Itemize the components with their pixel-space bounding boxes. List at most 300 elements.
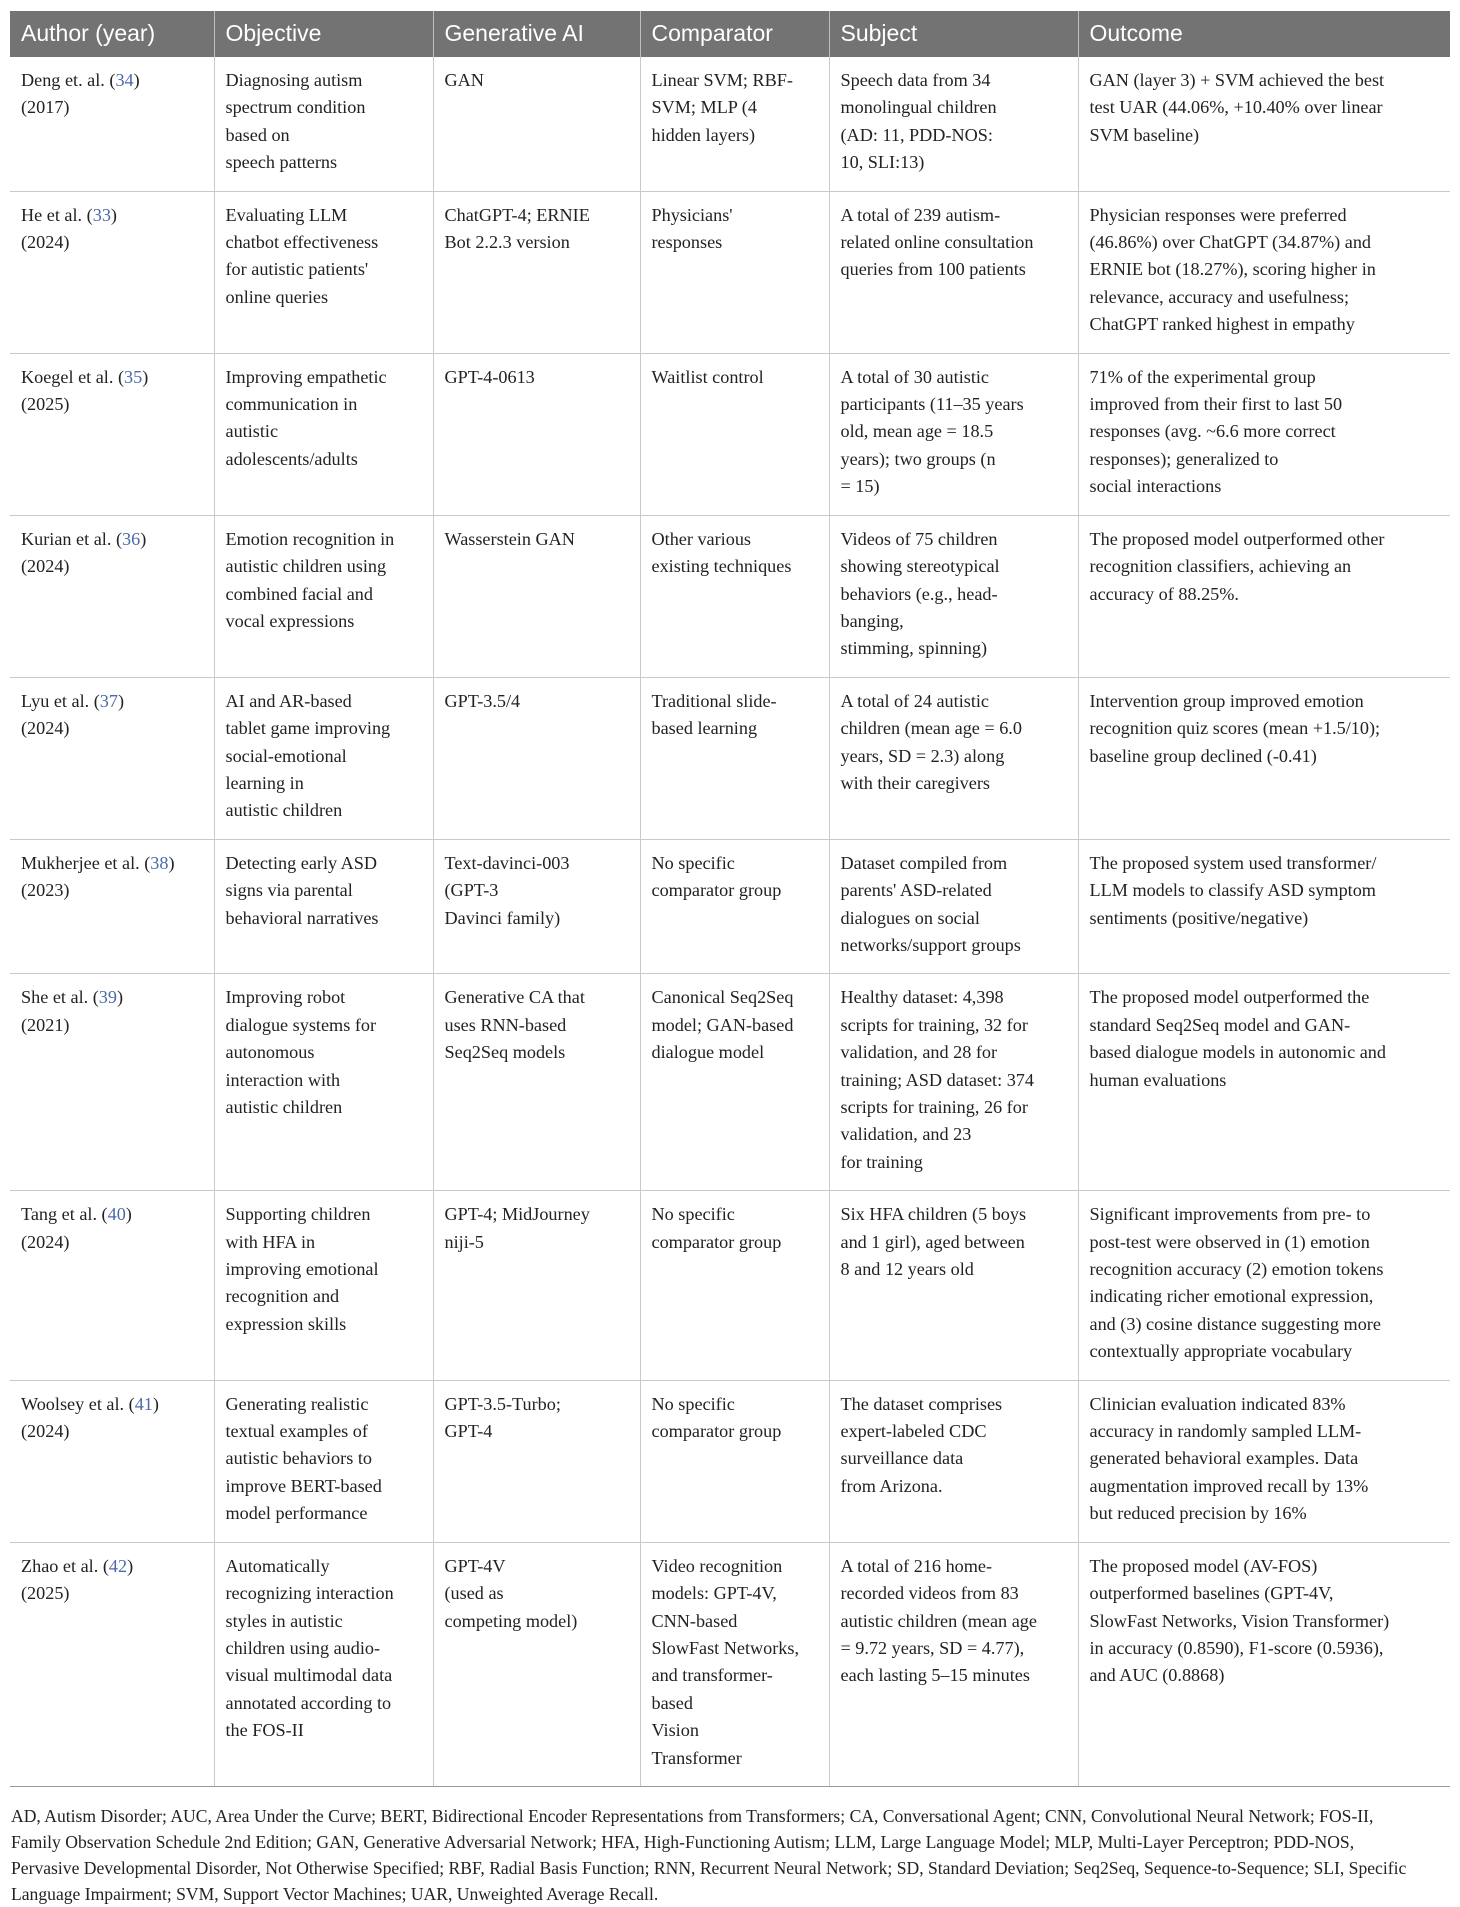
objective-cell <box>214 1542 433 1786</box>
author-label: He et al. <box>21 204 87 225</box>
cell-line: Videos of 75 children <box>840 528 998 549</box>
author-year: (2024) <box>21 718 70 739</box>
cell-line: human evaluations <box>1089 1069 1227 1090</box>
outcome-cell <box>1078 677 1450 839</box>
cell-line: = 15) <box>840 476 880 497</box>
cell-line: learning in <box>225 772 304 793</box>
reference-link[interactable]: 34 <box>115 70 134 90</box>
author-label: Lyu et al. <box>21 690 94 711</box>
objective-cell <box>214 839 433 974</box>
cell-line: GPT-4; MidJourney <box>444 1204 590 1225</box>
cell-line: dialogues on social <box>840 907 980 928</box>
cell-line: stimming, spinning) <box>840 638 988 659</box>
footnote-line: Language Impairment; SVM, Support Vector Machines; UAR, Unweighted Average Recall. <box>11 1883 659 1904</box>
cell-line: GPT-3.5-Turbo; <box>444 1393 561 1414</box>
cell-line: social interactions <box>1089 476 1222 497</box>
author-label: Mukherjee et al. <box>21 852 145 873</box>
author-cell <box>10 1191 214 1380</box>
generative-ai-cell <box>433 677 640 839</box>
cell-line: Other various <box>651 528 751 549</box>
outcome-cell <box>1078 515 1450 677</box>
author-label: Koegel et al. <box>21 366 118 387</box>
cell-line: children using audio- <box>225 1637 381 1658</box>
cell-line: LLM models to classify ASD symptom <box>1089 880 1376 901</box>
cell-line: queries from 100 patients <box>840 259 1026 280</box>
cell-line: autistic <box>225 421 279 442</box>
cell-line: annotated according to <box>225 1692 392 1713</box>
objective-cell <box>214 515 433 677</box>
cell-line: years, SD = 2.3) along <box>840 745 1005 766</box>
cell-line: Traditional slide- <box>651 690 777 711</box>
ref-paren-open: ( <box>117 366 125 387</box>
cell-line: and transformer- <box>651 1665 773 1686</box>
cell-line: recorded videos from 83 <box>840 1583 1019 1604</box>
studies-table <box>10 11 1450 1787</box>
ref-paren-close: ) <box>142 366 149 387</box>
author-year: (2025) <box>21 394 70 415</box>
cell-line: dialogue systems for <box>225 1014 377 1035</box>
header-generative-ai: Generative AI <box>433 11 640 57</box>
subject-cell <box>829 353 1078 515</box>
author-year: (2017) <box>21 97 70 118</box>
ref-paren-close: ) <box>168 852 175 873</box>
cell-line: GAN <box>444 70 484 90</box>
table-row <box>10 57 1450 191</box>
comparator-cell <box>640 353 829 515</box>
ref-paren-open: ( <box>102 1555 109 1576</box>
cell-line: Diagnosing autism <box>225 70 363 90</box>
objective-cell <box>214 677 433 839</box>
table-row <box>10 191 1450 353</box>
outcome-cell <box>1078 57 1450 191</box>
cell-line: A total of 30 autistic <box>840 366 990 387</box>
cell-line: Detecting early ASD <box>225 852 378 873</box>
header-outcome: Outcome <box>1078 11 1450 57</box>
subject-cell <box>829 1542 1078 1786</box>
cell-line: signs via parental <box>225 880 353 901</box>
cell-line: scripts for training, 26 for <box>840 1097 1028 1117</box>
cell-line: comparator group <box>651 880 782 901</box>
cell-line: outperformed baselines (GPT-4V, <box>1089 1583 1334 1604</box>
cell-line: standard Seq2Seq model and GAN- <box>1089 1014 1351 1035</box>
cell-line: scripts for training, 32 for <box>840 1014 1028 1035</box>
cell-line: expert-labeled CDC <box>840 1421 987 1442</box>
subject-cell <box>829 57 1078 191</box>
cell-line: interaction with <box>225 1069 341 1090</box>
cell-line: with HFA in <box>225 1231 316 1252</box>
objective-cell <box>214 353 433 515</box>
generative-ai-cell <box>433 515 640 677</box>
cell-line: adolescents/adults <box>225 448 358 469</box>
author-cell <box>10 1380 214 1542</box>
reference-link[interactable]: 40 <box>107 1204 126 1225</box>
comparator-cell <box>640 1542 829 1786</box>
ref-paren-open: ( <box>144 852 151 873</box>
cell-line: banging, <box>840 610 904 631</box>
objective-cell <box>214 1191 433 1380</box>
generative-ai-cell <box>433 191 640 353</box>
outcome-cell <box>1078 1542 1450 1786</box>
cell-line: for training <box>840 1151 923 1172</box>
cell-line: social-emotional <box>225 745 347 766</box>
cell-line: No specific <box>651 852 735 873</box>
cell-line: No specific <box>651 1393 735 1414</box>
cell-line: Clinician evaluation indicated 83% <box>1089 1393 1346 1414</box>
table-row <box>10 1380 1450 1542</box>
cell-line: relevance, accuracy and usefulness; <box>1089 286 1350 307</box>
cell-line: 71% of the experimental group <box>1089 366 1316 387</box>
cell-line: expression skills <box>225 1313 347 1334</box>
cell-line: showing stereotypical <box>840 556 1000 577</box>
table-footnote <box>10 1803 1449 1907</box>
author-name <box>21 67 204 94</box>
cell-line: comparator group <box>651 1231 782 1252</box>
author-label: She et al. <box>21 987 93 1008</box>
author-name <box>21 202 204 229</box>
author-name <box>21 364 204 391</box>
cell-line: The proposed model outperformed the <box>1089 987 1370 1008</box>
table-row <box>10 974 1450 1191</box>
table-row <box>10 515 1450 677</box>
cell-line: SlowFast Networks, Vision Transformer) <box>1089 1610 1390 1631</box>
cell-line: behavioral narratives <box>225 907 379 928</box>
cell-line: each lasting 5–15 minutes <box>840 1665 1030 1686</box>
ref-paren-open: ( <box>115 528 123 549</box>
generative-ai-cell <box>433 839 640 974</box>
cell-line: validation, and 28 for <box>840 1042 998 1063</box>
author-cell <box>10 1542 214 1786</box>
cell-line: participants (11–35 years <box>840 394 1024 415</box>
cell-line: Physician responses were preferred <box>1089 204 1347 225</box>
cell-line: combined facial and <box>225 583 373 604</box>
table-row <box>10 839 1450 974</box>
cell-line: recognition classifiers, achieving an <box>1089 556 1352 577</box>
cell-line: responses (avg. ~6.6 more correct <box>1089 421 1336 442</box>
cell-line: autonomous <box>225 1042 315 1063</box>
cell-line: based <box>651 1692 693 1713</box>
cell-line: with their caregivers <box>840 772 990 793</box>
author-year: (2024) <box>21 556 70 577</box>
outcome-cell <box>1078 839 1450 974</box>
reference-link[interactable]: 42 <box>108 1555 128 1576</box>
ref-paren-close: ) <box>127 1555 134 1576</box>
cell-line: vocal expressions <box>225 610 355 631</box>
comparator-cell <box>640 677 829 839</box>
ref-paren-open: ( <box>109 70 116 90</box>
table-body <box>10 57 1450 1786</box>
footnote-line: AD, Autism Disorder; AUC, Area Under the Curve; BERT, Bidirectional Encoder Representations from Transformers; CA, Conversational Agent; CNN, Convolutional Neural Network; FOS-II, <box>11 1805 1374 1826</box>
author-cell <box>10 839 214 974</box>
objective-cell <box>214 191 433 353</box>
cell-line: (GPT-3 <box>444 880 499 901</box>
cell-line: comparator group <box>651 1421 782 1442</box>
table-row <box>10 353 1450 515</box>
cell-line: textual examples of <box>225 1421 368 1442</box>
outcome-cell <box>1078 1380 1450 1542</box>
cell-line: Evaluating LLM <box>225 204 348 225</box>
cell-line: related online consultation <box>840 232 1034 253</box>
generative-ai-cell <box>433 1191 640 1380</box>
cell-line: visual multimodal data <box>225 1665 393 1686</box>
cell-line: A total of 216 home- <box>840 1555 993 1576</box>
cell-line: recognition quiz scores (mean +1.5/10); <box>1089 718 1381 739</box>
cell-line: contextually appropriate vocabulary <box>1089 1341 1353 1362</box>
objective-cell <box>214 1380 433 1542</box>
comparator-cell <box>640 1380 829 1542</box>
cell-line: CNN-based <box>651 1610 738 1631</box>
cell-line: old, mean age = 18.5 <box>840 421 994 442</box>
cell-line: Generating realistic <box>225 1393 369 1414</box>
cell-line: and AUC (0.8868) <box>1089 1665 1225 1686</box>
table-row <box>10 677 1450 839</box>
author-cell <box>10 191 214 353</box>
ref-paren-close: ) <box>110 204 117 225</box>
author-year: (2024) <box>21 1231 70 1252</box>
ref-paren-open: ( <box>92 987 99 1008</box>
subject-cell <box>829 677 1078 839</box>
author-name <box>21 1201 204 1228</box>
reference-link[interactable]: 37 <box>99 690 118 711</box>
cell-line: networks/support groups <box>840 934 1021 955</box>
cell-line: responses); generalized to <box>1089 448 1279 469</box>
ref-paren-close: ) <box>133 70 140 90</box>
generative-ai-cell <box>433 1380 640 1542</box>
cell-line: Generative CA that <box>444 987 585 1008</box>
subject-cell <box>829 974 1078 1191</box>
cell-line: A total of 239 autism- <box>840 204 1001 225</box>
ref-paren-close: ) <box>116 987 124 1008</box>
cell-line: behaviors (e.g., head- <box>840 583 998 604</box>
cell-line: based learning <box>651 718 758 739</box>
cell-line: ChatGPT ranked highest in empathy <box>1089 314 1355 335</box>
comparator-cell <box>640 974 829 1191</box>
ref-paren-open: ( <box>101 1204 108 1225</box>
cell-line: Improving empathetic <box>225 366 387 387</box>
generative-ai-cell <box>433 1542 640 1786</box>
subject-cell <box>829 1380 1078 1542</box>
cell-line: but reduced precision by 16% <box>1089 1503 1307 1524</box>
ref-paren-open: ( <box>128 1393 135 1414</box>
subject-cell <box>829 191 1078 353</box>
cell-line: Intervention group improved emotion <box>1089 690 1364 711</box>
cell-line: Significant improvements from pre- to <box>1089 1204 1371 1225</box>
cell-line: Speech data from 34 <box>840 70 991 90</box>
subject-cell <box>829 839 1078 974</box>
outcome-cell <box>1078 974 1450 1191</box>
author-label: Deng et. al. <box>21 70 110 90</box>
cell-line: Healthy dataset: 4,398 <box>840 987 1004 1008</box>
cell-line: The proposed system used transformer/ <box>1089 852 1377 873</box>
cell-line: autistic children using <box>225 556 387 577</box>
cell-line: and (3) cosine distance suggesting more <box>1089 1313 1381 1334</box>
cell-line: parents' ASD-related <box>840 880 992 901</box>
generative-ai-cell <box>433 974 640 1191</box>
author-cell <box>10 57 214 191</box>
outcome-cell <box>1078 353 1450 515</box>
cell-line: GPT-4-0613 <box>444 366 535 387</box>
author-cell <box>10 974 214 1191</box>
cell-line: (46.86%) over ChatGPT (34.87%) and <box>1089 232 1372 253</box>
reference-link[interactable]: 33 <box>92 204 111 225</box>
cell-line: Emotion recognition in <box>225 528 395 549</box>
cell-line: dialogue model <box>651 1042 765 1063</box>
cell-line: autistic behaviors to <box>225 1448 372 1469</box>
cell-line: recognizing interaction <box>225 1583 394 1604</box>
author-year: (2024) <box>21 232 70 253</box>
cell-line: training; ASD dataset: 374 <box>840 1069 1034 1090</box>
author-name <box>21 850 204 877</box>
author-cell <box>10 515 214 677</box>
cell-line: = 9.72 years, SD = 4.77), <box>840 1637 1025 1658</box>
ref-paren-close: ) <box>117 690 125 711</box>
cell-line: The proposed model (AV-FOS) <box>1089 1555 1318 1576</box>
author-name <box>21 1391 204 1418</box>
author-label: Woolsey et al. <box>21 1393 129 1414</box>
cell-line: Linear SVM; RBF- <box>651 70 793 90</box>
cell-line: augmentation improved recall by 13% <box>1089 1475 1369 1496</box>
cell-line: ChatGPT-4; ERNIE <box>444 204 590 225</box>
ref-paren-close: ) <box>140 528 147 549</box>
cell-line: model performance <box>225 1503 368 1524</box>
cell-line: responses <box>651 232 723 253</box>
cell-line: online queries <box>225 286 329 307</box>
reference-link[interactable]: 35 <box>124 366 143 387</box>
author-name <box>21 984 204 1011</box>
cell-line: sentiments (positive/negative) <box>1089 907 1309 928</box>
author-label: Zhao et al. <box>21 1555 103 1576</box>
cell-line: indicating richer emotional expression, <box>1089 1286 1374 1307</box>
cell-line: and 1 girl), aged between <box>840 1231 1025 1252</box>
header-objective: Objective <box>214 11 433 57</box>
cell-line: No specific <box>651 1204 735 1225</box>
cell-line: based on <box>225 124 290 145</box>
generative-ai-cell <box>433 57 640 191</box>
comparator-cell <box>640 1191 829 1380</box>
cell-line: for autistic patients' <box>225 259 369 280</box>
cell-line: SlowFast Networks, <box>651 1637 800 1658</box>
comparator-cell <box>640 515 829 677</box>
cell-line: Transformer <box>651 1747 742 1768</box>
author-name <box>21 1553 204 1580</box>
cell-line: Dataset compiled from <box>840 852 1008 873</box>
ref-paren-open: ( <box>93 690 100 711</box>
cell-line: improved from their first to last 50 <box>1089 394 1343 415</box>
cell-line: Davinci family) <box>444 907 561 928</box>
table-row <box>10 1191 1450 1380</box>
cell-line: uses RNN-based <box>444 1014 567 1035</box>
cell-line: Six HFA children (5 boys <box>840 1204 1027 1225</box>
cell-line: years); two groups (n <box>840 448 996 469</box>
reference-link[interactable]: 39 <box>98 987 117 1008</box>
cell-line: Seq2Seq models <box>444 1042 566 1063</box>
cell-line: Improving robot <box>225 987 346 1008</box>
author-year: (2025) <box>21 1583 70 1604</box>
cell-line: SVM baseline) <box>1089 124 1200 145</box>
ref-paren-close: ) <box>152 1393 159 1414</box>
subject-cell <box>829 515 1078 677</box>
header-row <box>10 11 1450 57</box>
cell-line: GAN (layer 3) + SVM achieved the best <box>1089 70 1385 90</box>
cell-line: the FOS-II <box>225 1720 304 1741</box>
cell-line: autistic children (mean age <box>840 1610 1037 1631</box>
cell-line: from Arizona. <box>840 1475 943 1496</box>
ref-paren-close: ) <box>125 1204 132 1225</box>
cell-line: Waitlist control <box>651 366 764 387</box>
author-name <box>21 526 204 553</box>
reference-link[interactable]: 41 <box>134 1393 153 1414</box>
cell-line: monolingual children <box>840 97 997 118</box>
document <box>10 11 1450 1907</box>
author-year: (2021) <box>21 1014 70 1035</box>
cell-line: Video recognition <box>651 1555 783 1576</box>
subject-cell <box>829 1191 1078 1380</box>
cell-line: Vision <box>651 1720 699 1741</box>
cell-line: niji-5 <box>444 1231 484 1252</box>
cell-line: autistic children <box>225 800 343 821</box>
cell-line: The proposed model outperformed other <box>1089 528 1385 549</box>
cell-line: recognition and <box>225 1286 340 1307</box>
cell-line: baseline group declined (-0.41) <box>1089 745 1317 766</box>
cell-line: AI and AR-based <box>225 690 352 711</box>
author-name <box>21 688 204 715</box>
reference-link[interactable]: 38 <box>150 852 169 873</box>
cell-line: ERNIE bot (18.27%), scoring higher in <box>1089 259 1376 280</box>
header-comparator: Comparator <box>640 11 829 57</box>
cell-line: 8 and 12 years old <box>840 1259 974 1280</box>
cell-line: The dataset comprises <box>840 1393 1003 1414</box>
cell-line: model; GAN-based <box>651 1014 794 1035</box>
author-year: (2023) <box>21 880 70 901</box>
author-label: Tang et al. <box>21 1204 102 1225</box>
cell-line: test UAR (44.06%, +10.40% over linear <box>1089 97 1383 118</box>
objective-cell <box>214 57 433 191</box>
outcome-cell <box>1078 191 1450 353</box>
cell-line: competing model) <box>444 1610 578 1631</box>
cell-line: based dialogue models in autonomic and <box>1089 1042 1386 1063</box>
comparator-cell <box>640 191 829 353</box>
cell-line: GPT-4 <box>444 1421 493 1442</box>
author-cell <box>10 353 214 515</box>
cell-line: (used as <box>444 1583 504 1604</box>
cell-line: Wasserstein GAN <box>444 528 575 549</box>
generative-ai-cell <box>433 353 640 515</box>
cell-line: accuracy in randomly sampled LLM- <box>1089 1421 1362 1442</box>
cell-line: hidden layers) <box>651 124 756 145</box>
cell-line: GPT-4V <box>444 1555 506 1576</box>
ref-paren-open: ( <box>86 204 93 225</box>
cell-line: (AD: 11, PDD-NOS: <box>840 124 993 145</box>
header-author: Author (year) <box>10 11 214 57</box>
comparator-cell <box>640 57 829 191</box>
cell-line: Canonical Seq2Seq <box>651 987 794 1008</box>
objective-cell <box>214 974 433 1191</box>
cell-line: in accuracy (0.8590), F1-score (0.5936), <box>1089 1637 1384 1658</box>
cell-line: accuracy of 88.25%. <box>1089 583 1239 604</box>
cell-line: children (mean age = 6.0 <box>840 718 1022 739</box>
cell-line: spectrum condition <box>225 97 366 118</box>
cell-line: Supporting children <box>225 1204 371 1225</box>
cell-line: validation, and 23 <box>840 1124 972 1145</box>
author-cell <box>10 677 214 839</box>
cell-line: speech patterns <box>225 152 338 173</box>
cell-line: tablet game improving <box>225 718 391 739</box>
reference-link[interactable]: 36 <box>122 528 141 549</box>
cell-line: Automatically <box>225 1555 330 1576</box>
cell-line: autistic children <box>225 1097 343 1117</box>
cell-line: existing techniques <box>651 556 792 577</box>
comparator-cell <box>640 839 829 974</box>
table-row <box>10 1542 1450 1786</box>
